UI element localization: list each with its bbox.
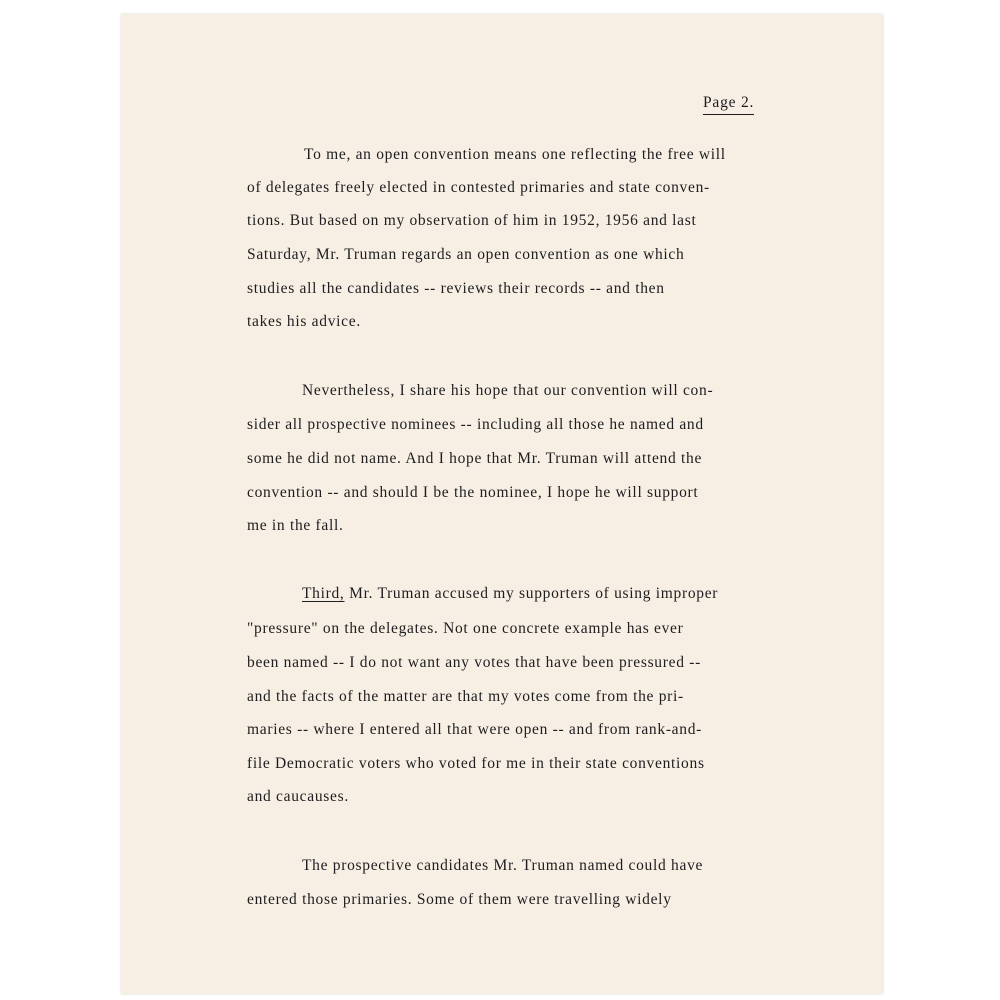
paragraph-4-line-2: entered those primaries. Some of them were travelling widely	[247, 891, 672, 908]
paragraph-3-line-2: "pressure" on the delegates. Not one concrete example has ever	[247, 620, 684, 637]
paragraph-3-line-5: maries -- where I entered all that were open -- and from rank-and-	[247, 721, 703, 738]
paragraph-2-line-2: sider all prospective nominees -- including all those he named and	[247, 416, 704, 433]
third-lead-word: Third,	[302, 585, 345, 602]
paragraph-3-line-3: been named -- I do not want any votes that have been pressured --	[247, 654, 701, 671]
paper-sheet	[121, 14, 883, 994]
paragraph-1-line-2: of delegates freely elected in contested primaries and state conven-	[247, 179, 710, 196]
paragraph-2-line-4: convention -- and should I be the nominee, I hope he will support	[247, 484, 699, 501]
paragraph-1-line-6: takes his advice.	[247, 313, 361, 330]
paragraph-2-line-1: Nevertheless, I share his hope that our convention will con-	[302, 382, 714, 399]
paragraph-3-line-7: and caucauses.	[247, 788, 349, 805]
paragraph-3-line-1	[302, 586, 718, 602]
paragraph-2-line-3: some he did not name. And I hope that Mr. Truman will attend the	[247, 450, 703, 467]
paragraph-1-line-3: tions. But based on my observation of him in 1952, 1956 and last	[247, 212, 697, 229]
paragraph-1-line-5: studies all the candidates -- reviews their records -- and then	[247, 280, 665, 297]
paragraph-3-line-6: file Democratic voters who voted for me in their state conventions	[247, 755, 705, 772]
paragraph-1-line-4: Saturday, Mr. Truman regards an open convention as one which	[247, 246, 685, 263]
paragraph-4-line-1: The prospective candidates Mr. Truman named could have	[302, 857, 704, 874]
page-number: Page 2.	[703, 94, 754, 115]
paragraph-2-line-5: me in the fall.	[247, 517, 344, 534]
paragraph-3-line-4: and the facts of the matter are that my votes come from the pri-	[247, 688, 684, 705]
paragraph-3-line-1-rest: Mr. Truman accused my supporters of using improper	[344, 585, 719, 602]
paragraph-1-line-1: To me, an open convention means one reflecting the free will	[304, 146, 726, 163]
